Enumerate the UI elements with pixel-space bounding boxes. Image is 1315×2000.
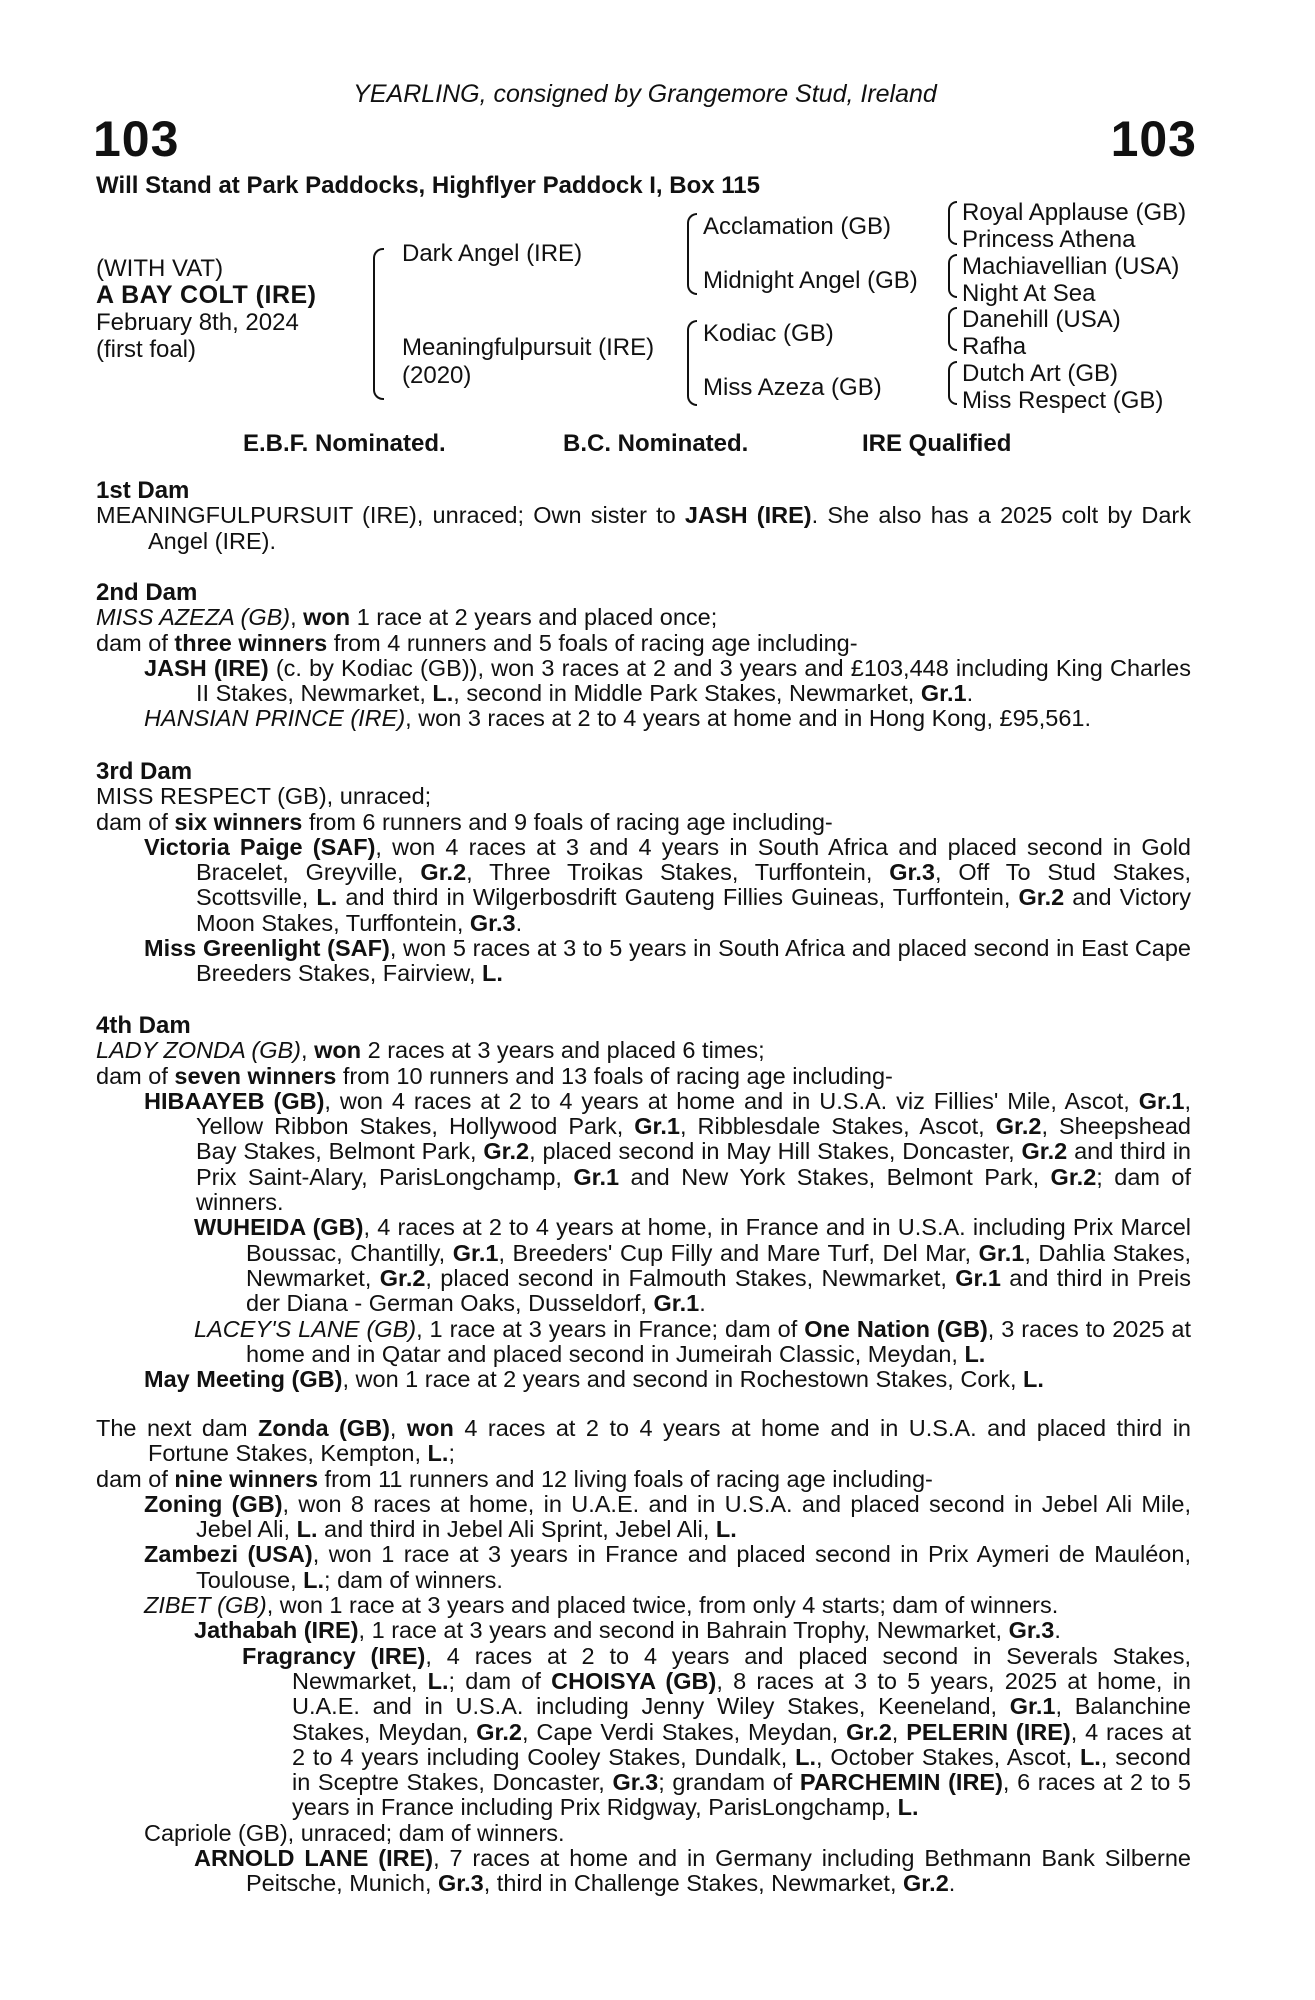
foal-note: (first foal) [96,336,197,363]
fourth-dam-heading: 4th Dam [96,1012,191,1039]
lot-number-left: 103 [93,111,180,167]
first-dam-section [96,478,1191,554]
second-dam-line-2: dam of three winners from 4 runners and 5 foals of racing age including- [96,629,858,656]
gg-5: Danehill (USA) [962,306,1121,333]
second-dam-heading: 2nd Dam [96,579,198,606]
consignment-line: YEARLING, consigned by Grangemore Stud, Ireland [353,80,937,108]
list-item: Zambezi (USA), won 1 race at 3 years in France and placed second in Prix Aymeri de Mauléon, Toulouse, L.; dam of winners. [144,1541,1191,1593]
next-dam-section [96,1416,1191,1897]
gg-8: Miss Respect (GB) [962,387,1164,414]
pedigree-brace-g4 [948,361,957,405]
gg-4: Night At Sea [962,280,1096,307]
sire: Dark Angel (IRE) [402,240,583,267]
pedigree-brace-sire [687,213,697,295]
list-item: WUHEIDA (GB), 4 races at 2 to 4 years at home, in France and in U.S.A. including Prix Marcel Boussac, Chantilly, Gr.1, Breeders' Cup Filly and Mare Turf, Del Mar, Gr.1, Dahlia Stakes, Newmarket, Gr.2, placed second in Falmouth Stakes, Newmarket, Gr.1 and third in Preis der Diana - German Oaks, Dusseldorf, Gr.1. [194,1214,1191,1317]
pedigree-brace-g2 [948,254,957,298]
list-item: LACEY'S LANE (GB), 1 race at 3 years in France; dam of One Nation (GB), 3 races to 2025 at home and in Qatar and placed second in Jumeirah Classic, Meydan, L. [194,1315,1192,1367]
location-line: Will Stand at Park Paddocks, Highflyer Paddock I, Box 115 [96,172,760,199]
ebf-nomination: E.B.F. Nominated. [243,430,446,457]
dam-year: (2020) [402,362,472,389]
foaling-date: February 8th, 2024 [96,309,299,336]
gg-6: Rafha [962,333,1027,360]
ire-qualified: IRE Qualified [862,430,1012,457]
third-dam-heading: 3rd Dam [96,758,193,785]
sire-sire: Acclamation (GB) [703,213,892,240]
pedigree-brace-g3 [948,307,957,351]
pedigree-brace-main [373,248,384,400]
bc-nomination: B.C. Nominated. [563,430,749,457]
gg-7: Dutch Art (GB) [962,360,1119,387]
list-item: HIBAAYEB (GB), won 4 races at 2 to 4 years at home and in U.S.A. viz Fillies' Mile, Ascot, Gr.1, Yellow Ribbon Stakes, Hollywood Park, Gr.1, Ribblesdale Stakes, Ascot, Gr.2, Sheepshead Bay Stakes, Belmont Park, Gr.2, placed second in May Hill Stakes, Doncaster, Gr.2 and third in Prix Saint-Alary, ParisLongchamp, Gr.1 and New York Stakes, Belmont Park, Gr.2; dam of winners. [144,1087,1191,1216]
third-dam-section [96,759,1191,987]
first-dam-text: MEANINGFULPURSUIT (IRE), unraced; Own sister to JASH (IRE). She also has a 2025 colt by Dark Angel (IRE). [96,502,1191,554]
next-dam-line-1: The next dam Zonda (GB), won 4 races at 2 to 4 years at home and in U.S.A. and placed third in Fortune Stakes, Kempton, L.; [96,1415,1191,1467]
lot-number-right: 103 [1110,111,1197,167]
fourth-dam-section [96,1013,1191,1392]
list-item: May Meeting (GB), won 1 race at 2 years and second in Rochestown Stakes, Cork, L. [144,1366,1044,1393]
gg-3: Machiavellian (USA) [962,253,1180,280]
list-item: Miss Greenlight (SAF), won 5 races at 3 to 5 years in South Africa and placed second in East Cape Breeders Stakes, Fairview, L. [144,935,1191,987]
dam-dam: Miss Azeza (GB) [703,374,882,401]
next-dam-line-2: dam of nine winners from 11 runners and 12 living foals of racing age including- [96,1465,933,1492]
second-dam-section [96,580,1191,732]
dam-sire: Kodiac (GB) [703,320,834,347]
list-item: Jathabah (IRE), 1 race at 3 years and second in Bahrain Trophy, Newmarket, Gr.3. [194,1617,1061,1644]
fourth-dam-line-1: LADY ZONDA (GB), won 2 races at 3 years and placed 6 times; [96,1037,765,1064]
list-item: JASH (IRE) (c. by Kodiac (GB)), won 3 races at 2 and 3 years and £103,448 including King Charles II Stakes, Newmarket, L., second in Middle Park Stakes, Newmarket, Gr.1. [144,654,1191,707]
list-item: Zoning (GB), won 8 races at home, in U.A.E. and in U.S.A. and placed second in Jebel Ali Mile, Jebel Ali, L. and third in Jebel Ali Sprint, Jebel Ali, L. [144,1490,1192,1543]
second-dam-line-1: MISS AZEZA (GB), won 1 race at 2 years and placed once; [96,604,718,631]
list-item: ARNOLD LANE (IRE), 7 races at home and in Germany including Bethmann Bank Silberne Peitsche, Munich, Gr.3, third in Challenge Stakes, Newmarket, Gr.2. [194,1845,1192,1897]
fourth-dam-line-2: dam of seven winners from 10 runners and 13 foals of racing age including- [96,1062,893,1089]
gg-1: Royal Applause (GB) [962,199,1187,226]
horse-name: A BAY COLT (IRE) [96,281,317,309]
vat-note: (WITH VAT) [96,255,224,282]
dam: Meaningfulpursuit (IRE) [402,334,655,361]
pedigree-brace-dam [687,320,697,406]
list-item: Victoria Paige (SAF), won 4 races at 3 and 4 years in South Africa and placed second in Gold Bracelet, Greyville, Gr.2, Three Troikas Stakes, Turffontein, Gr.3, Off To Stud Stakes, Scottsville, L. and third in Wilgerbosdrift Gauteng Fillies Guineas, Turffontein, Gr.2 and Victory Moon Stakes, Turffontein, Gr.3. [144,833,1192,936]
list-item: Capriole (GB), unraced; dam of winners. [144,1819,565,1846]
list-item: Fragrancy (IRE), 4 races at 2 to 4 years and placed second in Severals Stakes, Newmarket, L.; dam of CHOISYA (GB), 8 races at 3 to 5 years, 2025 at home, in U.A.E. and in U.S.A. including Jenny Wiley Stakes, Keeneland, Gr.1, Balanchine Stakes, Meydan, Gr.2, Cape Verdi Stakes, Meydan, Gr.2, PELERIN (IRE), 4 races at 2 to 4 years including Cooley Stakes, Dundalk, L., October Stakes, Ascot, L., second in Sceptre Stakes, Doncaster, Gr.3; grandam of PARCHEMIN (IRE), 6 races at 2 to 5 years in France including Prix Ridgway, ParisLongchamp, L. [242,1642,1192,1821]
list-item: HANSIAN PRINCE (IRE), won 3 races at 2 to 4 years at home and in Hong Kong, £95,561. [144,705,1092,732]
gg-2: Princess Athena [962,226,1136,253]
horse-info [96,255,317,363]
sire-dam: Midnight Angel (GB) [703,267,918,294]
first-dam-heading: 1st Dam [96,477,190,504]
pedigree-brace-g1 [948,201,957,245]
list-item: ZIBET (GB), won 1 race at 3 years and placed twice, from only 4 starts; dam of winners. [144,1592,1059,1619]
third-dam-line-2: dam of six winners from 6 runners and 9 foals of racing age including- [96,808,833,835]
third-dam-line-1: MISS RESPECT (GB), unraced; [96,783,432,810]
